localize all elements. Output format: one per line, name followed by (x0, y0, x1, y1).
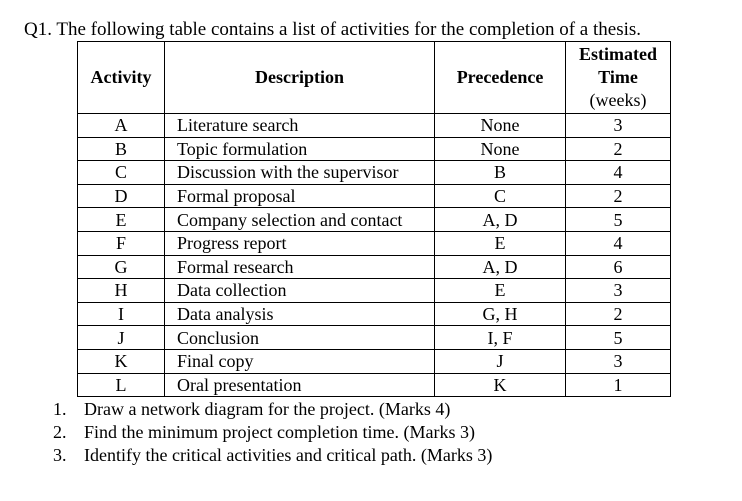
cell-time: 4 (566, 231, 671, 255)
table-row (78, 137, 671, 161)
table-row (78, 208, 671, 232)
cell-precedence: None (435, 114, 566, 138)
header-time-line1: Estimated (579, 44, 657, 64)
header-description: Description (165, 42, 435, 114)
table-row (78, 114, 671, 138)
table-row (78, 184, 671, 208)
list-item (53, 398, 492, 421)
cell-activity: F (78, 231, 165, 255)
cell-activity: A (78, 114, 165, 138)
cell-description: Data analysis (165, 302, 435, 326)
list-item-number: 1. (53, 399, 67, 419)
cell-precedence: E (435, 279, 566, 303)
cell-precedence: I, F (435, 326, 566, 350)
cell-description: Data collection (165, 279, 435, 303)
cell-description: Literature search (165, 114, 435, 138)
table-row (78, 326, 671, 350)
table-row (78, 302, 671, 326)
cell-description: Conclusion (165, 326, 435, 350)
cell-time: 2 (566, 302, 671, 326)
table-row (78, 161, 671, 185)
cell-precedence: B (435, 161, 566, 185)
cell-time: 5 (566, 326, 671, 350)
cell-activity: B (78, 137, 165, 161)
table-body (78, 114, 671, 397)
cell-precedence: J (435, 349, 566, 373)
cell-description: Company selection and contact (165, 208, 435, 232)
cell-time: 3 (566, 114, 671, 138)
header-precedence: Precedence (435, 42, 566, 114)
question-title: Q1. The following table contains a list of activities for the completion of a thesis. (24, 19, 642, 40)
cell-activity: I (78, 302, 165, 326)
cell-description: Formal research (165, 255, 435, 279)
cell-activity: C (78, 161, 165, 185)
cell-activity: K (78, 349, 165, 373)
table-header-row (78, 42, 671, 114)
cell-precedence: None (435, 137, 566, 161)
cell-time: 3 (566, 349, 671, 373)
list-item-text: Find the minimum project completion time. (Marks 3) (84, 422, 475, 442)
header-activity: Activity (78, 42, 165, 114)
header-estimated-time (566, 42, 671, 114)
cell-precedence: K (435, 373, 566, 397)
table-row (78, 255, 671, 279)
cell-description: Formal proposal (165, 184, 435, 208)
table-row (78, 373, 671, 397)
list-item (53, 421, 492, 444)
cell-activity: G (78, 255, 165, 279)
cell-activity: J (78, 326, 165, 350)
header-time-unit: (weeks) (589, 90, 647, 110)
list-item (53, 444, 492, 467)
cell-description: Discussion with the supervisor (165, 161, 435, 185)
cell-description: Topic formulation (165, 137, 435, 161)
cell-activity: L (78, 373, 165, 397)
cell-time: 6 (566, 255, 671, 279)
cell-activity: D (78, 184, 165, 208)
list-item-text: Identify the critical activities and critical path. (Marks 3) (84, 445, 493, 465)
cell-precedence: E (435, 231, 566, 255)
list-item-number: 3. (53, 445, 67, 465)
cell-description: Final copy (165, 349, 435, 373)
table-row (78, 231, 671, 255)
cell-precedence: A, D (435, 255, 566, 279)
cell-precedence: G, H (435, 302, 566, 326)
cell-time: 2 (566, 184, 671, 208)
cell-time: 4 (566, 161, 671, 185)
cell-activity: E (78, 208, 165, 232)
activities-table (77, 41, 671, 397)
cell-time: 5 (566, 208, 671, 232)
header-time-line2: Time (598, 67, 638, 87)
task-list (53, 398, 492, 467)
table-row (78, 279, 671, 303)
cell-description: Oral presentation (165, 373, 435, 397)
cell-time: 2 (566, 137, 671, 161)
cell-precedence: C (435, 184, 566, 208)
list-item-number: 2. (53, 422, 67, 442)
cell-time: 3 (566, 279, 671, 303)
cell-activity: H (78, 279, 165, 303)
list-item-text: Draw a network diagram for the project. (Marks 4) (84, 399, 451, 419)
cell-time: 1 (566, 373, 671, 397)
cell-precedence: A, D (435, 208, 566, 232)
cell-description: Progress report (165, 231, 435, 255)
table-row (78, 349, 671, 373)
